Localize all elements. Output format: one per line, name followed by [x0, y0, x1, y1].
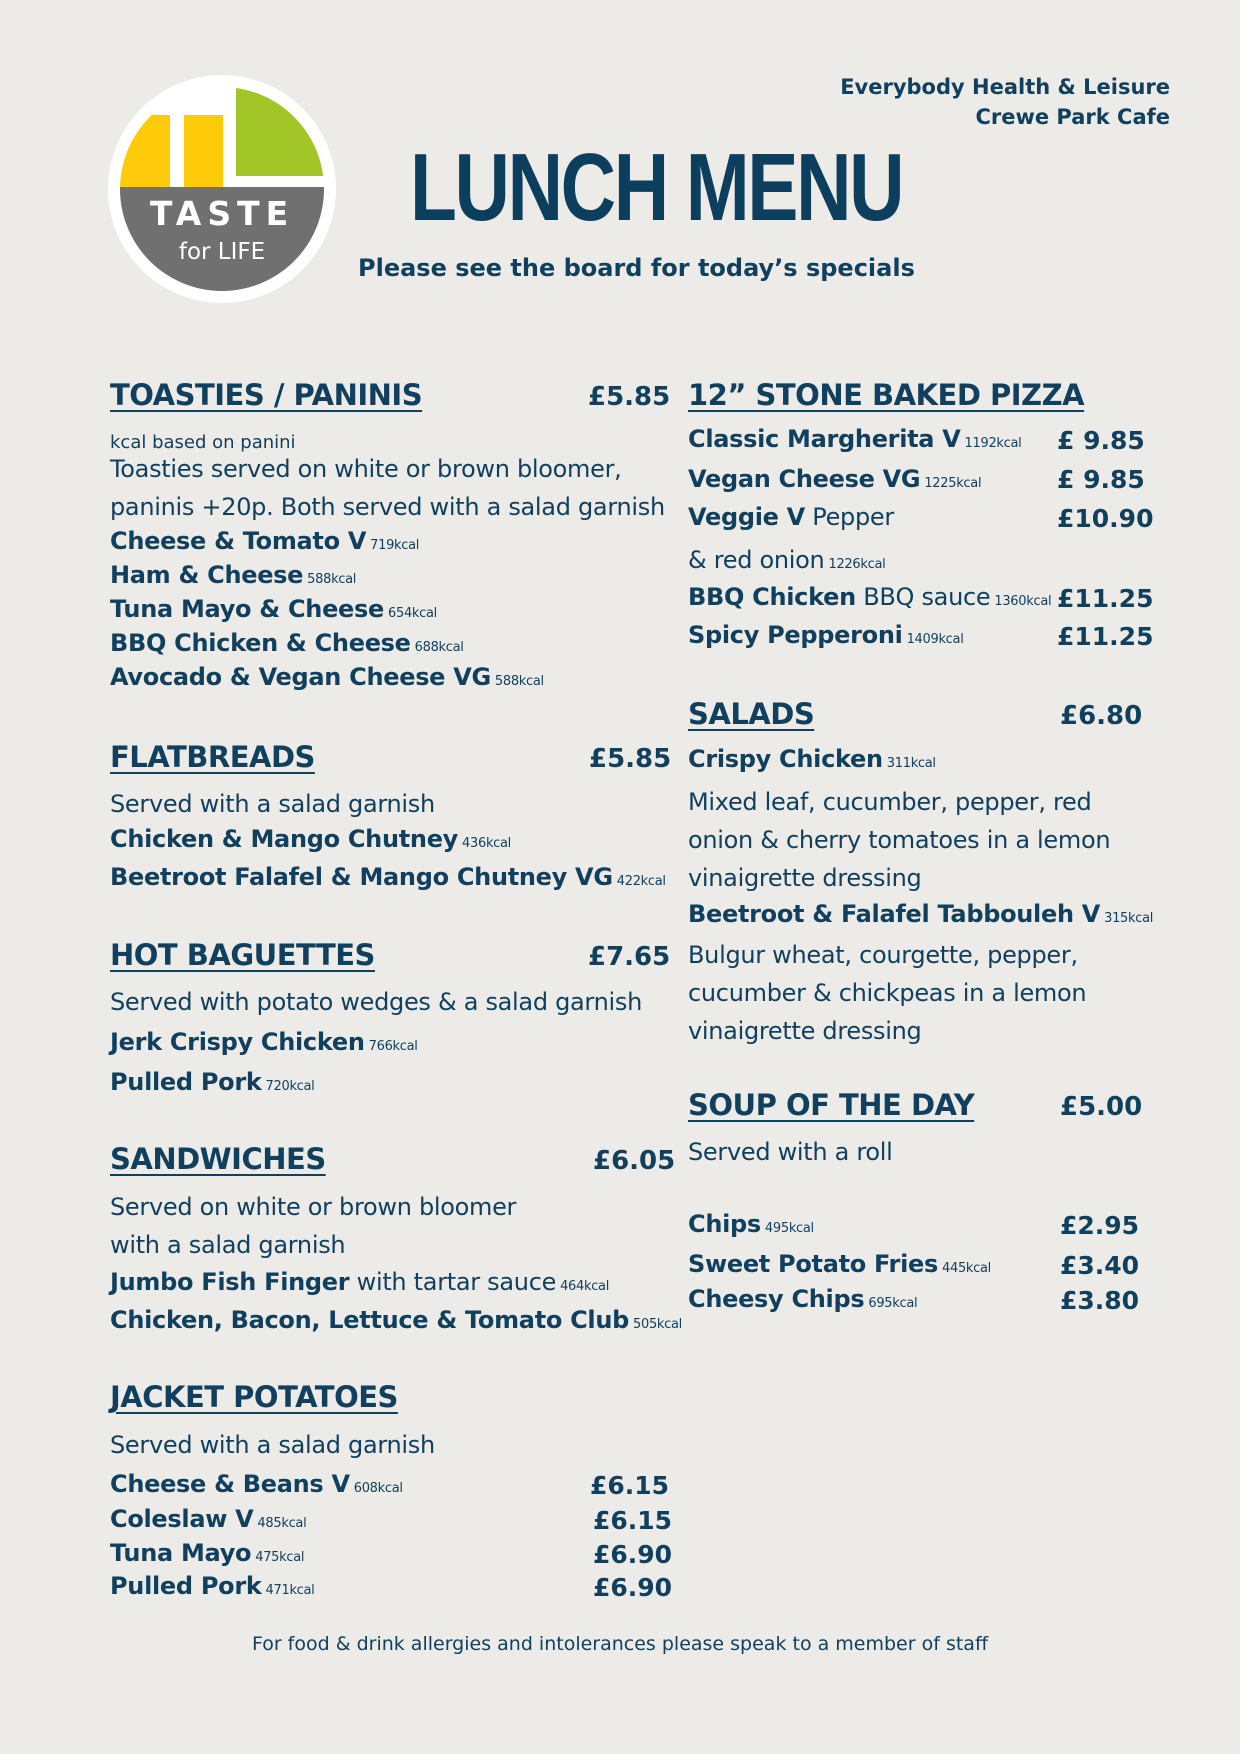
item-kcal: 654kcal: [388, 606, 437, 621]
item-kcal: 505kcal: [633, 1317, 682, 1332]
item-name: Cheese & Tomato V: [110, 527, 367, 555]
item-name: Chicken, Bacon, Lettuce & Tomato Club: [110, 1306, 630, 1334]
menu-item: [688, 745, 936, 773]
menu-item: [110, 629, 464, 657]
section-price-sandwiches: £6.05: [593, 1146, 676, 1176]
item-name: Jerk Crispy Chicken: [110, 1028, 365, 1056]
item-price: £11.25: [1057, 584, 1154, 613]
toasties-desc-2: paninis +20p. Both served with a salad garnish: [110, 493, 665, 521]
item-name: Coleslaw V: [110, 1505, 254, 1533]
item-name: Avocado & Vegan Cheese VG: [110, 663, 491, 691]
item-kcal: 1360kcal: [994, 594, 1052, 609]
item-price: £ 9.85: [1057, 426, 1145, 455]
flatbreads-desc: Served with a salad garnish: [110, 790, 435, 818]
section-title-salads: SALADS: [688, 697, 815, 731]
menu-item: [688, 1210, 814, 1238]
sandwiches-desc-1: Served on white or brown bloomer: [110, 1193, 517, 1221]
menu-item: [110, 1306, 682, 1334]
item-name: Pulled Pork: [110, 1572, 262, 1600]
item-price: £ 9.85: [1057, 465, 1145, 494]
item-price: £10.90: [1057, 504, 1154, 533]
menu-item: [110, 1572, 315, 1600]
menu-item: [110, 1028, 418, 1056]
menu-item: [110, 1470, 403, 1498]
menu-item: [688, 583, 1051, 611]
page-subtitle: Please see the board for today’s specials: [358, 254, 915, 282]
item-kcal: 422kcal: [616, 874, 666, 889]
menu-item: [110, 527, 419, 555]
allergy-footer: For food & drink allergies and intolerances please speak to a member of staff: [251, 1633, 989, 1655]
item-kcal: 588kcal: [494, 674, 544, 689]
section-price-soup: £5.00: [1060, 1092, 1143, 1122]
item-price: £6.15: [593, 1506, 673, 1535]
item-name: Spicy Pepperoni: [688, 621, 903, 649]
page-title: LUNCH MENU: [410, 134, 903, 241]
menu-item: [110, 1068, 315, 1096]
menu-item: [688, 1285, 917, 1313]
menu-item: [110, 561, 356, 589]
section-title-sandwiches: SANDWICHES: [110, 1142, 326, 1176]
menu-item: [688, 1250, 991, 1278]
toasties-note: kcal based on panini: [110, 432, 296, 453]
item-name: Chicken & Mango Chutney: [110, 825, 459, 853]
menu-item: [688, 900, 1153, 928]
menu-item: [110, 663, 544, 691]
item-kcal: 588kcal: [307, 572, 357, 587]
section-title-flatbreads: FLATBREADS: [110, 740, 315, 774]
venue-line-1: Everybody Health & Leisure: [840, 75, 1170, 99]
logo-text-taste: TASTE: [149, 194, 295, 233]
item-name: Cheesy Chips: [688, 1285, 865, 1313]
item-price: £6.90: [593, 1573, 673, 1602]
venue-name: [840, 72, 1170, 132]
item-name: BBQ Chicken & Cheese: [110, 629, 411, 657]
item-name: Beetroot & Falafel Tabbouleh V: [688, 900, 1101, 928]
section-title-pizza: 12” STONE BAKED PIZZA: [688, 378, 1085, 412]
salad-desc-line: onion & cherry tomatoes in a lemon: [688, 826, 1111, 854]
menu-item: [110, 1539, 304, 1567]
item-name: Jumbo Fish Finger: [110, 1268, 350, 1296]
item-name: Tuna Mayo: [110, 1539, 252, 1567]
item-kcal: 495kcal: [764, 1221, 814, 1236]
item-kcal: 719kcal: [370, 538, 420, 553]
item-price: £3.40: [1060, 1251, 1140, 1280]
item-name: Beetroot Falafel & Mango Chutney VG: [110, 863, 613, 891]
section-price-toasties: £5.85: [588, 382, 671, 412]
menu-item: [110, 1268, 609, 1296]
menu-item: [688, 425, 1022, 453]
item-kcal: 608kcal: [353, 1481, 403, 1496]
item-name: Veggie V: [688, 503, 805, 531]
section-price-baguettes: £7.65: [588, 942, 671, 972]
menu-item: [688, 465, 981, 493]
item-price: £6.15: [590, 1471, 670, 1500]
menu-item-continuation: [688, 541, 885, 584]
menu-item: [110, 825, 511, 853]
menu-item: [110, 1505, 306, 1533]
item-price: £11.25: [1057, 622, 1154, 651]
salad-desc-line: Bulgur wheat, courgette, pepper,: [688, 941, 1078, 969]
item-kcal: 445kcal: [942, 1261, 991, 1276]
item-kcal: 695kcal: [868, 1296, 918, 1311]
section-title-toasties: TOASTIES / PANINIS: [110, 378, 423, 412]
menu-item: [110, 863, 666, 891]
sandwiches-desc-2: with a salad garnish: [110, 1231, 346, 1259]
item-price: £3.80: [1060, 1286, 1140, 1315]
section-price-flatbreads: £5.85: [589, 744, 672, 774]
item-extra: Pepper: [804, 503, 894, 531]
soup-desc: Served with a roll: [688, 1138, 893, 1166]
item-kcal: 1192kcal: [964, 436, 1022, 451]
section-title-soup: SOUP OF THE DAY: [688, 1088, 975, 1122]
item-extra: with tartar sauce: [349, 1268, 557, 1296]
logo-text-for-life: for LIFE: [178, 239, 266, 265]
item-name: BBQ Chicken: [688, 583, 856, 611]
salad-desc-line: Mixed leaf, cucumber, pepper, red: [688, 788, 1092, 816]
item-price: £6.90: [593, 1540, 673, 1569]
menu-item: [688, 503, 894, 531]
item-price: £2.95: [1060, 1211, 1140, 1240]
item-kcal: 311kcal: [886, 756, 936, 771]
item-kcal: 485kcal: [257, 1516, 307, 1531]
item-extra: & red onion: [688, 546, 825, 574]
section-title-jackets: JACKET POTATOES: [110, 1380, 398, 1414]
item-kcal: 1225kcal: [924, 476, 982, 491]
salad-desc-line: vinaigrette dressing: [688, 864, 922, 892]
section-title-baguettes: HOT BAGUETTES: [110, 938, 375, 972]
item-name: Ham & Cheese: [110, 561, 304, 589]
item-name: Cheese & Beans V: [110, 1470, 350, 1498]
item-kcal: 688kcal: [414, 640, 464, 655]
item-kcal: 766kcal: [368, 1039, 418, 1054]
baguettes-desc: Served with potato wedges & a salad garnish: [110, 988, 642, 1016]
menu-item: [688, 621, 964, 649]
taste-for-life-logo: [108, 75, 336, 303]
menu-item: [110, 595, 437, 623]
item-name: Classic Margherita V: [688, 425, 961, 453]
salad-desc-line: vinaigrette dressing: [688, 1017, 922, 1045]
item-kcal: 475kcal: [255, 1550, 305, 1565]
item-kcal: 1409kcal: [906, 632, 964, 647]
jackets-desc: Served with a salad garnish: [110, 1431, 435, 1459]
item-kcal: 471kcal: [265, 1583, 315, 1598]
item-kcal: 464kcal: [560, 1279, 610, 1294]
toasties-desc-1: Toasties served on white or brown bloomer,: [110, 455, 622, 483]
salad-desc-line: cucumber & chickpeas in a lemon: [688, 979, 1087, 1007]
venue-line-2: Crewe Park Cafe: [975, 105, 1170, 129]
item-name: Sweet Potato Fries: [688, 1250, 938, 1278]
item-name: Chips: [688, 1210, 761, 1238]
item-name: Crispy Chicken: [688, 745, 883, 773]
item-name: Pulled Pork: [110, 1068, 262, 1096]
item-kcal: 436kcal: [462, 836, 511, 851]
item-name: Tuna Mayo & Cheese: [110, 595, 384, 623]
item-name: Vegan Cheese VG: [688, 465, 921, 493]
section-price-salads: £6.80: [1060, 701, 1143, 731]
item-kcal: 720kcal: [265, 1079, 315, 1094]
item-extra: BBQ sauce: [855, 583, 991, 611]
item-kcal: 1226kcal: [828, 557, 886, 572]
item-kcal: 315kcal: [1104, 911, 1154, 926]
